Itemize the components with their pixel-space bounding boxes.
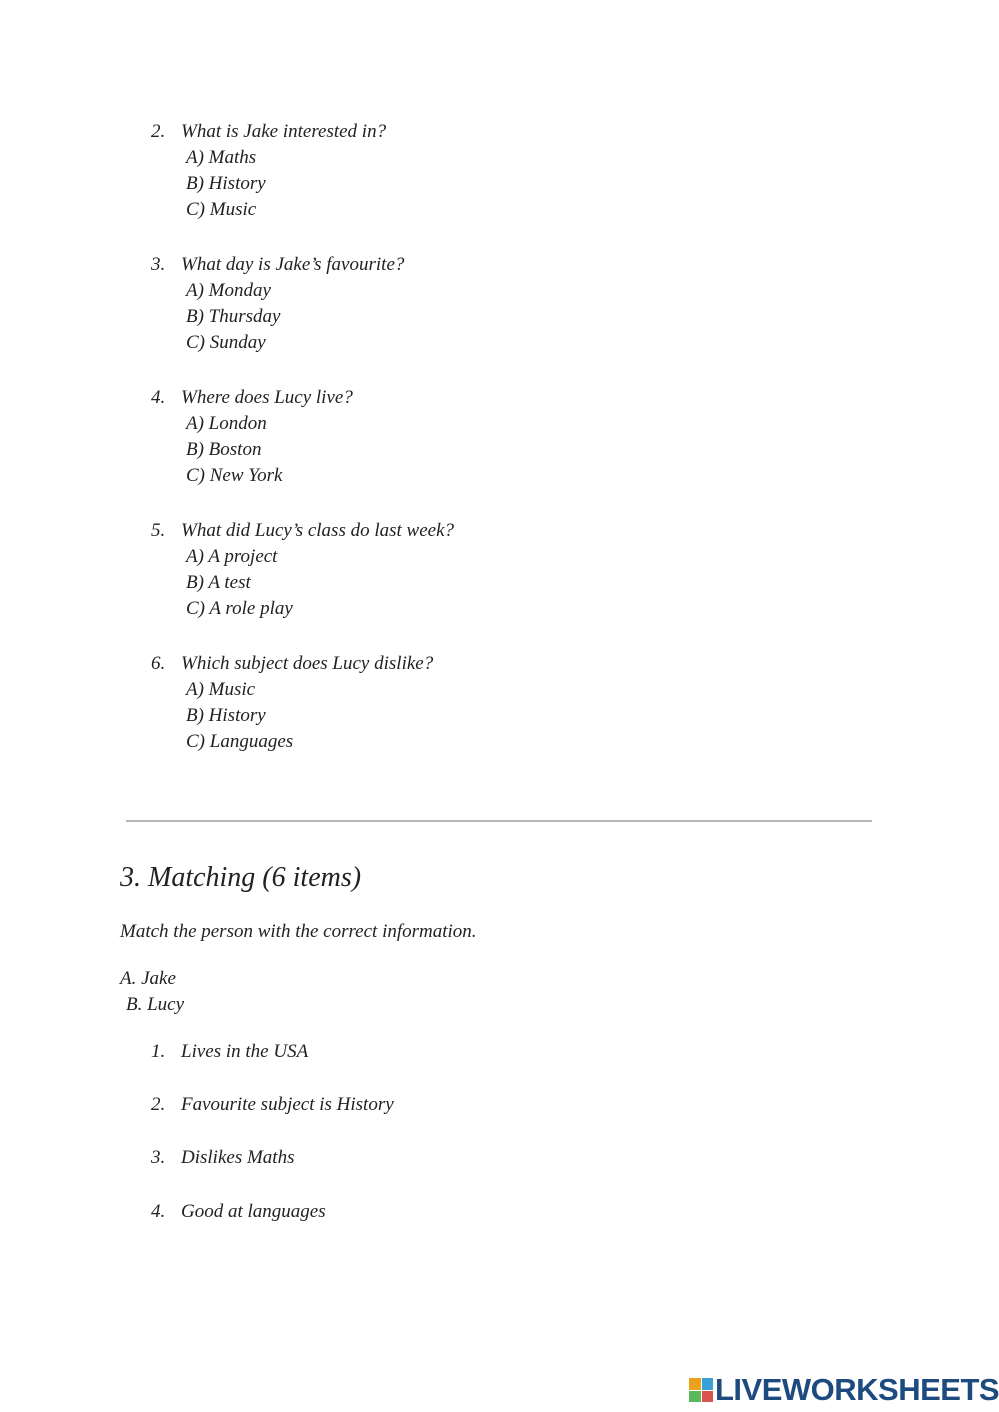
option-a: A) London xyxy=(186,413,267,434)
question-number: 5. xyxy=(151,520,166,541)
question-text: Where does Lucy live? xyxy=(181,387,353,408)
section-heading: 3. Matching (6 items) xyxy=(120,862,362,893)
liveworksheets-logo xyxy=(689,1372,999,1408)
item-number: 3. xyxy=(151,1147,166,1168)
option-b: B) A test xyxy=(186,572,251,593)
item-number: 2. xyxy=(151,1094,166,1115)
option-c: C) New York xyxy=(186,465,283,486)
option-c: C) Sunday xyxy=(186,332,266,353)
option-a: A) Maths xyxy=(186,147,257,168)
item-number: 4. xyxy=(151,1201,166,1222)
option-b: B) History xyxy=(186,173,266,194)
person-a: A. Jake xyxy=(120,968,176,989)
question-6 xyxy=(151,651,433,755)
matching-item-4 xyxy=(151,1201,326,1223)
question-5 xyxy=(151,518,454,622)
question-number: 2. xyxy=(151,121,166,142)
logo-icon xyxy=(689,1378,713,1402)
item-text: Favourite subject is History xyxy=(181,1094,394,1115)
option-b: B) Thursday xyxy=(186,306,281,327)
option-c: C) Music xyxy=(186,199,257,220)
item-text: Lives in the USA xyxy=(181,1041,309,1062)
section-instruction: Match the person with the correct information. xyxy=(120,921,477,942)
matching-item-1 xyxy=(151,1041,308,1063)
matching-item-2 xyxy=(151,1094,394,1116)
question-number: 6. xyxy=(151,653,166,674)
question-2 xyxy=(151,119,386,223)
logo-text: LIVEWORKSHEETS xyxy=(715,1372,999,1407)
item-text: Dislikes Maths xyxy=(181,1147,295,1168)
option-a: A) Music xyxy=(186,679,256,700)
question-text: What day is Jake’s favourite? xyxy=(181,254,405,275)
item-number: 1. xyxy=(151,1041,166,1062)
item-text: Good at languages xyxy=(181,1201,326,1222)
option-c: C) Languages xyxy=(186,731,294,752)
question-text: What did Lucy’s class do last week? xyxy=(181,520,455,541)
option-b: B) History xyxy=(186,705,266,726)
question-number: 3. xyxy=(151,254,166,275)
option-a: A) Monday xyxy=(186,280,271,301)
section-divider xyxy=(126,820,872,822)
question-3 xyxy=(151,252,404,356)
question-text: What is Jake interested in? xyxy=(181,121,387,142)
question-4 xyxy=(151,385,353,489)
matching-item-3 xyxy=(151,1147,294,1169)
person-b: B. Lucy xyxy=(126,994,185,1015)
option-b: B) Boston xyxy=(186,439,262,460)
question-number: 4. xyxy=(151,387,166,408)
option-a: A) A project xyxy=(186,546,278,567)
option-c: C) A role play xyxy=(186,598,293,619)
question-text: Which subject does Lucy dislike? xyxy=(181,653,434,674)
